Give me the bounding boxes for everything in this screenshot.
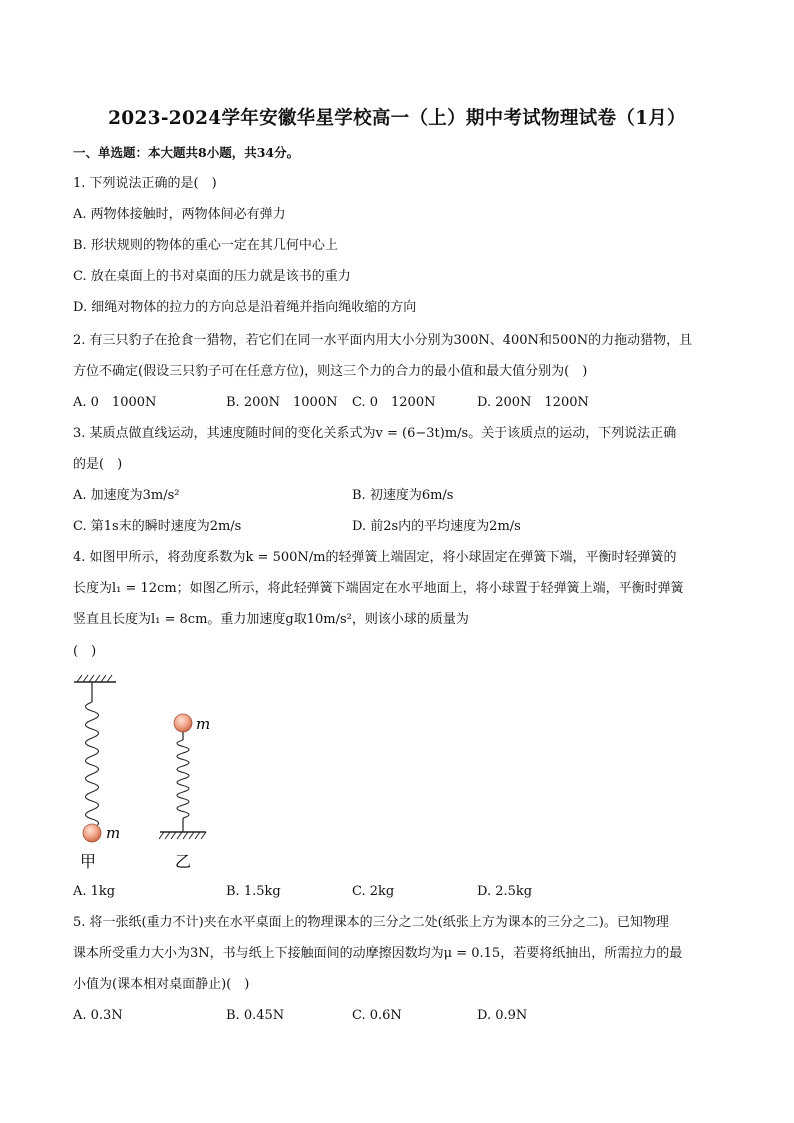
q2-stem-line2: 方位不确定(假设三只豹子可在任意方位)，则这三个力的合力的最小值和最大值分别为( ) [73, 364, 588, 379]
q5-option-d: D. 0.9N [477, 1008, 528, 1023]
q2-option-d: D. 200N 1200N [477, 395, 589, 410]
ball-yi [174, 714, 192, 732]
q2-option-c: C. 0 1200N [352, 395, 436, 410]
q3-stem-line2: 的是( ) [73, 457, 123, 472]
q3-option-a: A. 加速度为3m/s² [73, 488, 180, 503]
mass-label-yi: m [196, 715, 211, 733]
ball-jia [83, 824, 101, 842]
page-title: 2023-2024学年安徽华星学校高一（上）期中考试物理试卷（1月） [108, 108, 686, 129]
q4-stem-line1: 4. 如图甲所示，将劲度系数为k = 500N/m的轻弹簧上端固定，将小球固定在弹簧下端，平衡时轻弹簧的 [73, 550, 677, 565]
q1-stem: 1. 下列说法正确的是( ) [73, 176, 217, 191]
q1-option-d: D. 细绳对物体的拉力的方向总是沿着绳并指向绳收缩的方向 [73, 300, 417, 315]
mass-label-jia: m [106, 824, 121, 842]
q4-stem-line2: 长度为l₁ = 12cm；如图乙所示，将此轻弹簧下端固定在水平地面上，将小球置于轻弹簧上端，平衡时弹簧 [73, 581, 684, 596]
q1-option-c: C. 放在桌面上的书对桌面的压力就是该书的重力 [73, 269, 351, 284]
spring-coil-yi [177, 740, 189, 818]
q2-stem-line1: 2. 有三只豹子在抢食一猎物，若它们在同一水平面内用大小分别为300N、400N和500N的力拖动猎物，且 [73, 333, 693, 348]
figure-yi [159, 714, 210, 871]
label-jia: 甲 [80, 852, 97, 871]
spring-figure [60, 672, 240, 872]
figure-jia [74, 675, 120, 871]
q5-option-a: A. 0.3N [73, 1008, 123, 1023]
section-heading: 一、单选题：本大题共8小题，共34分。 [73, 145, 300, 160]
q5-stem-line3: 小值为(课本相对桌面静止)( ) [73, 977, 250, 992]
q3-option-d: D. 前2s内的平均速度为2m/s [352, 519, 521, 534]
q3-stem-line1: 3. 某质点做直线运动，其速度随时间的变化关系式为v = (6−3t)m/s。关于该质点的运动，下列说法正确 [73, 426, 677, 441]
q2-option-b: B. 200N 1000N [226, 395, 338, 410]
q4-stem-line3: 竖直且长度为l₁ = 8cm。重力加速度g取10m/s²，则该小球的质量为 [73, 612, 469, 627]
label-yi: 乙 [175, 852, 192, 871]
q4-option-a: A. 1kg [73, 884, 116, 899]
q3-option-c: C. 第1s末的瞬时速度为2m/s [73, 519, 242, 534]
q4-option-c: C. 2kg [352, 884, 395, 899]
q3-option-b: B. 初速度为6m/s [352, 488, 454, 503]
q4-stem-line4: ( ) [73, 644, 97, 659]
q4-option-b: B. 1.5kg [226, 884, 281, 899]
q1-option-b: B. 形状规则的物体的重心一定在其几何中心上 [73, 238, 338, 253]
q5-stem-line1: 5. 将一张纸(重力不计)夹在水平桌面上的物理课本的三分之二处(纸张上方为课本的三分之二)。已知物理 [73, 915, 669, 930]
q1-option-a: A. 两物体接触时，两物体间必有弹力 [73, 207, 286, 222]
q5-option-c: C. 0.6N [352, 1008, 402, 1023]
q2-option-a: A. 0 1000N [73, 395, 157, 410]
q4-option-d: D. 2.5kg [477, 884, 533, 899]
q5-stem-line2: 课本所受重力大小为3N，书与纸上下接触面间的动摩擦因数均为μ = 0.15，若要将纸抽出，所需拉力的最 [73, 946, 683, 961]
q5-option-b: B. 0.45N [226, 1008, 285, 1023]
spring-coil-jia [86, 702, 99, 828]
